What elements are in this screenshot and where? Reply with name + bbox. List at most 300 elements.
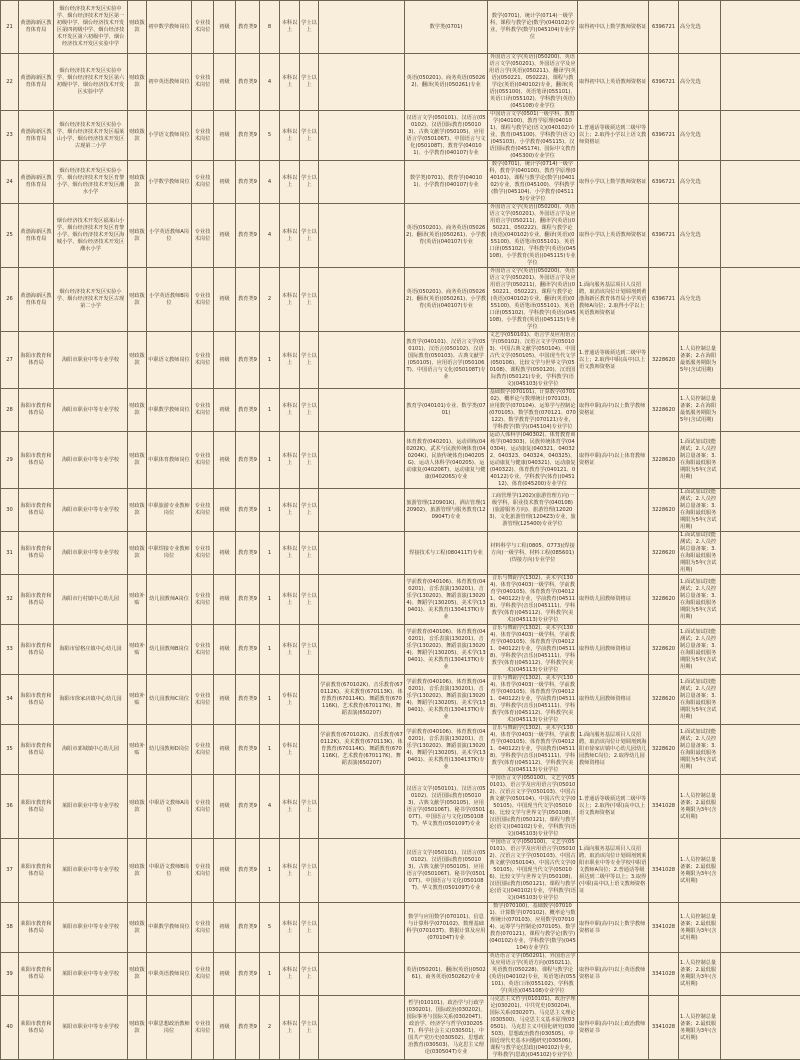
row-number-cell: 34 (1, 675, 19, 725)
department-cell: 海阳市教育和体育局 (19, 532, 54, 575)
funding-type-cell: 财政补贴 (128, 625, 147, 675)
funding-type-cell: 财政拨款 (128, 204, 147, 268)
hire-count-cell: 4 (260, 775, 280, 839)
undergraduate-major-cell: 数学类(0701) (405, 1, 488, 54)
position-category-cell: 专业技术岗位 (192, 775, 214, 839)
position-category-cell: 专业技术岗位 (192, 625, 214, 675)
employer-cell: 海阳市郭城镇中心幼儿园 (54, 725, 128, 775)
position-category-cell: 专业技术岗位 (192, 389, 214, 432)
funding-type-cell: 财政拨款 (128, 532, 147, 575)
table-row (1, 54, 800, 111)
other-requirements-cell: 取得初中以上英语教师资格证 (578, 54, 649, 111)
funding-type-cell: 财政拨款 (128, 775, 147, 839)
hire-count-cell: 5 (260, 903, 280, 953)
position-nature-cell: 教育类9 (236, 332, 260, 389)
position-nature-cell: 教育类9 (236, 161, 260, 204)
junior-college-major-cell (319, 204, 405, 268)
position-level-cell: 初级 (214, 1, 236, 54)
position-name-cell: 中职体育教师岗位 (147, 432, 192, 489)
department-cell: 莱阳市教育和体育局 (19, 996, 54, 1060)
other-requirements-cell: 取得小学以上数学教师资格证 (578, 161, 649, 204)
degree-requirement-cell: 学士以上 (300, 532, 319, 575)
position-name-cell: 小学数学教师岗位 (147, 161, 192, 204)
hire-count-cell: 4 (260, 204, 280, 268)
position-category-cell: 专业技术岗位 (192, 54, 214, 111)
position-category-cell: 专业技术岗位 (192, 332, 214, 389)
department-cell: 莱阳市教育和体育局 (19, 903, 54, 953)
position-level-cell: 初级 (214, 675, 236, 725)
position-category-cell: 专业技术岗位 (192, 204, 214, 268)
table-row (1, 161, 800, 204)
employer-cell: 海阳市留格庄镇中心幼儿园 (54, 625, 128, 675)
hire-count-cell: 1 (260, 532, 280, 575)
position-category-cell: 专业技术岗位 (192, 953, 214, 996)
position-nature-cell: 教育类9 (236, 675, 260, 725)
department-cell: 黄渤海新区教育体育局 (19, 111, 54, 161)
junior-college-major-cell (319, 953, 405, 996)
position-nature-cell: 教育类9 (236, 775, 260, 839)
empty-margin-cell (721, 389, 800, 432)
phone-cell: 3228620 (649, 389, 679, 432)
remarks-cell: 高分先选 (679, 204, 721, 268)
employer-cell: 莱阳市职业中等专业学校 (54, 996, 128, 1060)
education-requirement-cell: 本科以上 (280, 532, 300, 575)
department-cell: 海阳市教育和体育局 (19, 675, 54, 725)
table-row (1, 839, 800, 903)
position-name-cell: 小学英语教师B岗位 (147, 268, 192, 332)
row-number-cell: 31 (1, 532, 19, 575)
empty-margin-cell (721, 204, 800, 268)
education-requirement-cell: 本科以上 (280, 432, 300, 489)
funding-type-cell: 财政补贴 (128, 675, 147, 725)
education-requirement-cell: 本科以上 (280, 489, 300, 532)
remarks-cell: 1.面试加试技能测试；2.人员控制总量备案；3.在海阳最低服务期限为5年(含试用期) (679, 725, 721, 775)
graduate-major-cell: 数学(0701)、统计学(0714)一级学科，课程与教学论(数学)(040102)专业，学科教学(数学)(045104)专业学位 (488, 1, 578, 54)
position-nature-cell: 教育类9 (236, 532, 260, 575)
position-nature-cell: 教育类9 (236, 432, 260, 489)
other-requirements-cell: 1.面向服务基层项目人员招聘，取消该岗位计划调剂到海阳市徐家店镇中心幼儿园幼儿园教师C岗位；2.取得幼儿园教师资格证 (578, 725, 649, 775)
phone-cell: 3341028 (649, 839, 679, 903)
phone-cell: 3228620 (649, 489, 679, 532)
junior-college-major-cell (319, 996, 405, 1060)
row-number-cell: 25 (1, 204, 19, 268)
junior-college-major-cell (319, 432, 405, 489)
other-requirements-cell: 取得中职(高中)以上体育教师资格证 (578, 432, 649, 489)
graduate-major-cell: 文艺学(050101)、语言学及应用语言学(050102)、汉语言文字学(050103)、中国古典文献学(050104)、中国古代文学(050105)、中国现当代文学(050106)、比较文学与世界文学(050108)、课程教学(050120)、汉语国际教育(050121)专业，学科教学(语文)(045103)专业学位 (488, 332, 578, 389)
education-requirement-cell: 本科以上 (280, 389, 300, 432)
other-requirements-cell: 取得幼儿园教师资格证 (578, 625, 649, 675)
position-category-cell: 专业技术岗位 (192, 489, 214, 532)
education-requirement-cell: 本科以上 (280, 839, 300, 903)
hire-count-cell: 1 (260, 332, 280, 389)
remarks-cell: 1.面试加试技能测试；2.人员控制总量备案；3.在海阳最低服务期限为5年(含试用期) (679, 489, 721, 532)
hire-count-cell: 1 (260, 432, 280, 489)
funding-type-cell: 财政拨款 (128, 1, 147, 54)
phone-cell: 6396721 (649, 111, 679, 161)
phone-cell: 6396721 (649, 204, 679, 268)
position-level-cell: 初级 (214, 775, 236, 839)
graduate-major-cell: 音乐与舞蹈学(1302)、美术学(1304)、体育学(0403)一级学科，学前教育学(040105)、体育教育学(040121、040122)专业，学前教育(045118)、学科教学(音乐)(045111)、学科教学(体育)(045112)、学科教学(美术)(045113)专业学位 (488, 575, 578, 625)
position-level-cell: 初级 (214, 161, 236, 204)
degree-requirement-cell: 学士以上 (300, 111, 319, 161)
position-nature-cell: 教育类9 (236, 625, 260, 675)
position-name-cell: 中职思想政治教师岗位 (147, 996, 192, 1060)
education-requirement-cell: 本科以上 (280, 161, 300, 204)
funding-type-cell: 财政拨款 (128, 996, 147, 1060)
employer-cell: 海阳市职业中等专业学校 (54, 532, 128, 575)
position-category-cell: 专业技术岗位 (192, 903, 214, 953)
phone-cell: 3341028 (649, 903, 679, 953)
undergraduate-major-cell: 汉语言文学(050101)、汉语言(050102)、汉语国际教育(050103)、古典文献学(050105)、应用语言学(050106T)、秘书学(050107T)、中国语言与文化(050108T)、华文教育(050109T)专业 (405, 839, 488, 903)
row-number-cell: 37 (1, 839, 19, 903)
education-requirement-cell: 本科以上 (280, 1, 300, 54)
table-row (1, 903, 800, 953)
degree-requirement-cell: 学士以上 (300, 775, 319, 839)
position-nature-cell: 教育类9 (236, 1, 260, 54)
junior-college-major-cell (319, 389, 405, 432)
table-row (1, 204, 800, 268)
funding-type-cell: 财政拨款 (128, 389, 147, 432)
phone-cell: 3228620 (649, 332, 679, 389)
position-name-cell: 中职语文教师B岗位 (147, 839, 192, 903)
education-requirement-cell: 本科以上 (280, 111, 300, 161)
employer-cell: 海阳市职业中等专业学校 (54, 389, 128, 432)
hire-count-cell: 1 (260, 675, 280, 725)
phone-cell: 6396721 (649, 1, 679, 54)
row-number-cell: 24 (1, 161, 19, 204)
graduate-major-cell: 中国语言文学(050100)、文艺学(050101)、语言学及应用语言学(050102)、汉语言文字学(050103)、中国古典文献学(050104)、中国古代文学(050105)、中国现当代文学(050106)、比较文学与世界文学(050108)、汉语国际教育(050121)、课程与教学论(语文)(040102)专业，学科教学(语文)(045103)专业学位 (488, 839, 578, 903)
hire-count-cell: 1 (260, 953, 280, 996)
position-category-cell: 专业技术岗位 (192, 725, 214, 775)
remarks-cell: 高分先选 (679, 111, 721, 161)
empty-margin-cell (721, 725, 800, 775)
position-level-cell: 初级 (214, 268, 236, 332)
table-row (1, 268, 800, 332)
education-requirement-cell: 本科以上 (280, 775, 300, 839)
hire-count-cell: 8 (260, 1, 280, 54)
row-number-cell: 33 (1, 625, 19, 675)
empty-margin-cell (721, 54, 800, 111)
degree-requirement-cell: 学士以上 (300, 625, 319, 675)
phone-cell: 6396721 (649, 54, 679, 111)
row-number-cell: 40 (1, 996, 19, 1060)
graduate-major-cell: 工商管理学(1202)(旅游管理方向)一级学科，职业技术教育学(040108)(旅游服务方向)、旅游管理(120203)、文化旅游管理(1204Z3)专业，旅游管理(125400)专业学位 (488, 489, 578, 532)
undergraduate-major-cell: 汉语言文学(050101)、汉语言(050102)、汉语国际教育(050103)、古典文献学(050105)、应用语言学(050106T)、秘书学(050107T)、中国语言与文化(050108T)、华文教育(050109T)专业 (405, 775, 488, 839)
funding-type-cell: 财政拨款 (128, 432, 147, 489)
hire-count-cell: 4 (260, 54, 280, 111)
phone-cell: 3341028 (649, 996, 679, 1060)
position-name-cell: 中职焊接专业教师岗位 (147, 532, 192, 575)
undergraduate-major-cell: 数学类(0701)、教育学(040101)、小学教育(040107)专业 (405, 161, 488, 204)
remarks-cell: 1.人员控制总量备案；2.最低服务期限为3年(含试用期) (679, 839, 721, 903)
department-cell: 黄渤海新区教育体育局 (19, 161, 54, 204)
position-level-cell: 初级 (214, 903, 236, 953)
junior-college-major-cell: 学前教育(670102K)、音乐教育(670112K)、美术教育(670113K)、体育教育(670114K)、舞蹈教育(670116K)、艺术教育(670117K)、舞蹈表演(650207) (319, 675, 405, 725)
degree-requirement-cell (300, 675, 319, 725)
remarks-cell: 1.人员控制总量备案；2.最低服务期限为3年(含试用期) (679, 903, 721, 953)
phone-cell: 3228620 (649, 575, 679, 625)
other-requirements-cell: 1.面向服务基层项目人员招聘，取消该岗位计划调剂到黄渤海新区教育体育局小学英语教师A岗位；2.取得小学以上英语教师资格证 (578, 268, 649, 332)
employer-cell: 烟台经济技术开发区实验小学、烟台经济技术开发区福莱山小学、烟台经济技术开发区古现第二小学 (54, 111, 128, 161)
education-requirement-cell: 本科以上 (280, 332, 300, 389)
education-requirement-cell: 专科以上 (280, 675, 300, 725)
remarks-cell: 1.面试加试技能测试；2.人员控制总量备案；3.在海阳最低服务期限为5年(含试用期) (679, 625, 721, 675)
funding-type-cell: 财政拨款 (128, 903, 147, 953)
undergraduate-major-cell: 学前教育(040106)、体育教育(040201)、音乐表演(130201)、音乐学(130202)、舞蹈表演(130204)、舞蹈学(130205)、美术学(130401)、美术教育(130413TK)专业 (405, 725, 488, 775)
row-number-cell: 36 (1, 775, 19, 839)
position-level-cell: 初级 (214, 432, 236, 489)
table-row (1, 725, 800, 775)
hire-count-cell: 2 (260, 268, 280, 332)
hire-count-cell: 1 (260, 489, 280, 532)
position-nature-cell: 教育类9 (236, 953, 260, 996)
graduate-major-cell: 数学(070100)、基础数学(070101)、计算数学(070102)、概率论与数理统计(070103)、应用数学(070104)、运筹学与控制论(070105)、数学教育(070121)、课程与教学论(数学)(040102)专业，学科教学(数学)(045104)专业学位 (488, 903, 578, 953)
position-name-cell: 中职数学教师岗位 (147, 389, 192, 432)
other-requirements-cell: 1.面向服务基层项目人员招聘，取消该岗位计划调剂到莱阳市职业中等专业学校中职语文教师A岗位；2.普通话等级须达到二级甲等以上；3.取得(中职)高中以上语文教师资格证 (578, 839, 649, 903)
degree-requirement-cell: 学士以上 (300, 1, 319, 54)
other-requirements-cell: 取得中职(高中)以上英语教师资格证书 (578, 953, 649, 996)
department-cell: 海阳市教育和体育局 (19, 725, 54, 775)
position-category-cell: 专业技术岗位 (192, 432, 214, 489)
graduate-major-cell: 数学(0701)、统计学(0714)一级学科，教育学(040100)、教育学原理(040101)、课程与教学论(数学)(040102)专业，教育(045100)、学科教学(数学)(045104)、小学教育(045115)专业学位 (488, 161, 578, 204)
position-name-cell: 初中英语教师岗位 (147, 54, 192, 111)
position-nature-cell: 教育类9 (236, 268, 260, 332)
graduate-major-cell: 中国语言文学(0501)一级学科，教育学(040100)、教育学原理(040101)、课程与教学论(语文)(040102)专业，教育(045100)、学科教学(语文)(045103)、小学教育(045115)、汉语国际教育(045174)、国际中文教育(045300)专业学位 (488, 111, 578, 161)
degree-requirement-cell: 学士以上 (300, 903, 319, 953)
position-level-cell: 初级 (214, 54, 236, 111)
empty-margin-cell (721, 839, 800, 903)
degree-requirement-cell (300, 725, 319, 775)
table-row (1, 389, 800, 432)
position-nature-cell: 教育类9 (236, 111, 260, 161)
position-level-cell: 初级 (214, 996, 236, 1060)
table-row (1, 332, 800, 389)
table-row (1, 489, 800, 532)
position-name-cell: 中职旅游专业教师岗位 (147, 489, 192, 532)
phone-cell: 3341028 (649, 775, 679, 839)
position-nature-cell: 教育类9 (236, 575, 260, 625)
degree-requirement-cell: 学士以上 (300, 432, 319, 489)
table-row (1, 675, 800, 725)
hire-count-cell: 4 (260, 161, 280, 204)
other-requirements-cell: 取得小学以上英语教师资格证 (578, 204, 649, 268)
graduate-major-cell: 材料科学与工程(0805、0773)(焊接方向)一级学科，材料工程(085601)(焊接方向)专业学位 (488, 532, 578, 575)
employer-cell: 烟台经济技术开发区实验小学、烟台经济技术开发区育黎小学、烟台经济技术开发区潮水小学 (54, 161, 128, 204)
phone-cell: 3228620 (649, 432, 679, 489)
table-row (1, 953, 800, 996)
degree-requirement-cell: 学士以上 (300, 489, 319, 532)
employer-cell: 烟台经济技术开发区福莱山小学、烟台经济技术开发区育黎小学、烟台经济技术开发区海城小学、烟台经济技术开发区潮水小学 (54, 204, 128, 268)
junior-college-major-cell (319, 332, 405, 389)
hire-count-cell: 1 (260, 389, 280, 432)
degree-requirement-cell: 学士以上 (300, 54, 319, 111)
employer-cell: 海阳市行村镇中心幼儿园 (54, 575, 128, 625)
position-category-cell: 专业技术岗位 (192, 111, 214, 161)
employer-cell: 海阳市徐家店镇中心幼儿园 (54, 675, 128, 725)
table-row (1, 775, 800, 839)
position-category-cell: 专业技术岗位 (192, 996, 214, 1060)
junior-college-major-cell (319, 903, 405, 953)
position-name-cell: 中职英语教师岗位 (147, 953, 192, 996)
graduate-major-cell: 马克思主义哲学(010101)、政治学理论(030201)、中共党史(030204)、国际关系(030207)、马克思主义理论(030500)、马克思主义基本原理(030501)、马克思主义中国化研究(030503)、思想政治教育(030505)、中国近现代史基本问题研究(030506)、课程与教学论(思政)(040102)专业，学科教学(思政)(045102)专业学位 (488, 996, 578, 1060)
table-row (1, 432, 800, 489)
employer-cell: 烟台经济技术开发区实验中学、烟台经济技术开发区第六初级中学、烟台经济技术开发区实验中学 (54, 54, 128, 111)
position-nature-cell: 教育类9 (236, 996, 260, 1060)
remarks-cell: 1.面试加试技能测试；2.人员控制总量备案；3.在海阳最低服务期限为5年(含试用期) (679, 532, 721, 575)
empty-margin-cell (721, 332, 800, 389)
position-name-cell: 中职语文教师岗位 (147, 332, 192, 389)
funding-type-cell: 财政拨款 (128, 111, 147, 161)
empty-margin-cell (721, 111, 800, 161)
funding-type-cell: 财政拨款 (128, 489, 147, 532)
undergraduate-major-cell: 学前教育(040106)、体育教育(040201)、音乐表演(130201)、音乐学(130202)、舞蹈表演(130204)、舞蹈学(130205)、美术学(130401)、美术教育(130413TK)专业 (405, 575, 488, 625)
undergraduate-major-cell: 旅游管理(120901K)、酒店管理(120902)、旅游管理与服务教育(120904T)专业 (405, 489, 488, 532)
employer-cell: 烟台经济技术开发区实验中学、烟台经济技术开发区第一初级中学、烟台经济技术开发区第四初级中学、烟台经济技术开发区第六初级中学、烟台经济技术开发区实验中学 (54, 1, 128, 54)
row-number-cell: 29 (1, 432, 19, 489)
remarks-cell: 高分先选 (679, 268, 721, 332)
employer-cell: 海阳市职业中等专业学校 (54, 432, 128, 489)
table-row (1, 996, 800, 1060)
undergraduate-major-cell: 英语(050201)、商务英语(050262)、翻译(英语)(050261)专业 (405, 54, 488, 111)
education-requirement-cell: 本科以上 (280, 575, 300, 625)
degree-requirement-cell: 学士以上 (300, 953, 319, 996)
employer-cell: 烟台经济技术开发区实验小学、烟台经济技术开发区古现第二小学 (54, 268, 128, 332)
position-level-cell: 初级 (214, 111, 236, 161)
undergraduate-major-cell: 教育学(040101)、汉语言文学(050101)、汉语言(050102)、汉语国际教育(050103)、古典文献学(050105)、应用语言学(050106T)、中国语言与文化(050108T)专业 (405, 332, 488, 389)
row-number-cell: 21 (1, 1, 19, 54)
remarks-cell: 高分先选 (679, 1, 721, 54)
position-name-cell: 幼儿园教师B岗位 (147, 625, 192, 675)
undergraduate-major-cell: 英语(050201)、商务英语(050262)、翻译(英语)(050261)、小学教育(英语)(040107)专业 (405, 268, 488, 332)
position-level-cell: 初级 (214, 332, 236, 389)
position-nature-cell: 教育类9 (236, 903, 260, 953)
graduate-major-cell: 音乐与舞蹈学(1302)、美术学(1304)、体育学(0403)一级学科，学前教育学(040105)、体育教育学(040121、040122)专业，学前教育(045118)、学科教学(音乐)(045111)、学科教学(体育)(045112)、学科教学(美术)(045113)专业学位 (488, 725, 578, 775)
other-requirements-cell: 取得幼儿园教师资格证 (578, 675, 649, 725)
remarks-cell: 1.面试加试技能测试；2.人员控制总量备案；3.在海阳最低服务期限为5年(含试用期) (679, 575, 721, 625)
phone-cell: 6396721 (649, 161, 679, 204)
department-cell: 莱阳市教育和体育局 (19, 775, 54, 839)
table-row (1, 575, 800, 625)
undergraduate-major-cell: 哲学(010101)、政治学与行政学(030201)、国际政治(030202)、国际事务与国际关系(030204T)、政治学、经济学与哲学(030205T)、科学社会主义(030501)、中国共产党历史(030502)、思想政治教育(030503)、马克思主义理论(030504T)专业 (405, 996, 488, 1060)
junior-college-major-cell (319, 1, 405, 54)
employer-cell: 莱阳市职业中等专业学校 (54, 839, 128, 903)
empty-margin-cell (721, 625, 800, 675)
phone-cell: 3341028 (649, 953, 679, 996)
department-cell: 黄渤海新区教育体育局 (19, 1, 54, 54)
empty-margin-cell (721, 1, 800, 54)
graduate-major-cell: 中国语言文学(050100)、文艺学(050101)、语言学及应用语言学(050102)、汉语言文字学(050103)、中国古典文献学(050104)、中国古代文学(050105)、中国现当代文学(050106)、比较文学与世界文学(050108)、汉语国际教育(050121)、课程与教学论(语文)(040102)专业，学科教学(语文)(045103)专业学位 (488, 775, 578, 839)
undergraduate-major-cell: 汉语言文学(050101)、汉语言(050102)、汉语国际教育(050103)、古典文献学(050105)、应用语言学(050106T)、中国语言与文化(050108T)、教育学(040101)、小学教育(040107)专业 (405, 111, 488, 161)
undergraduate-major-cell: 学前教育(040106)、体育教育(040201)、音乐表演(130201)、音乐学(130202)、舞蹈表演(130204)、舞蹈学(130205)、美术学(130401)、美术教育(130413TK)专业 (405, 675, 488, 725)
remarks-cell: 1.人员控制总量备案；2.最低服务期限为3年(含试用期) (679, 996, 721, 1060)
department-cell: 海阳市教育和体育局 (19, 575, 54, 625)
junior-college-major-cell (319, 268, 405, 332)
education-requirement-cell: 本科以上 (280, 204, 300, 268)
education-requirement-cell: 本科以上 (280, 903, 300, 953)
undergraduate-major-cell: 英语(050201)、翻译(英语)(050261)、商务英语(050262)专业 (405, 953, 488, 996)
phone-cell: 6396721 (649, 268, 679, 332)
empty-margin-cell (721, 432, 800, 489)
education-requirement-cell: 本科以上 (280, 54, 300, 111)
other-requirements-cell (578, 489, 649, 532)
employer-cell: 莱阳市职业中等专业学校 (54, 953, 128, 996)
graduate-major-cell: 音乐与舞蹈学(1302)、美术学(1304)、体育学(0403)一级学科，学前教育学(040105)、体育教育学(040121、040122)专业，学前教育(045118)、学科教学(音乐)(045111)、学科教学(体育)(045112)、学科教学(美术)(045113)专业学位 (488, 625, 578, 675)
graduate-major-cell: 音乐与舞蹈学(1302)、美术学(1304)、体育学(0403)一级学科，学前教育学(040105)、体育教育学(040121、040122)专业，学前教育(045118)、学科教学(音乐)(045111)、学科教学(体育)(045112)、学科教学(美术)(045113)专业学位 (488, 675, 578, 725)
remarks-cell: 1.人员控制总量备案；2.最低服务期限为3年(含试用期) (679, 775, 721, 839)
department-cell: 黄渤海新区教育体育局 (19, 204, 54, 268)
graduate-major-cell: 英语语言文学(050201)、外国语言学及应用语言学(英语方向)(050211)、英语教育(050228)、课程与教学论(英语)(040102)专业，英语笔译(055101)、英语口译(055102)、学科教学(英语)(045108)专业学位 (488, 953, 578, 996)
remarks-cell: 高分先选 (679, 54, 721, 111)
phone-cell: 3228620 (649, 532, 679, 575)
row-number-cell: 38 (1, 903, 19, 953)
row-number-cell: 35 (1, 725, 19, 775)
position-name-cell: 中职数学教师岗位 (147, 903, 192, 953)
position-category-cell: 专业技术岗位 (192, 1, 214, 54)
empty-margin-cell (721, 575, 800, 625)
other-requirements-cell: 1.普通话等级须达到二级甲等以上；2.取得小学以上语文教师资格证 (578, 111, 649, 161)
position-category-cell: 专业技术岗位 (192, 575, 214, 625)
other-requirements-cell: 1.普通话等级须达到二级甲等以上；2.取得中职(高中)以上语文教师资格证 (578, 332, 649, 389)
position-name-cell: 幼儿园教师C岗位 (147, 675, 192, 725)
employer-cell: 海阳市职业中等专业学校 (54, 489, 128, 532)
hire-count-cell: 1 (260, 725, 280, 775)
department-cell: 海阳市教育和体育局 (19, 625, 54, 675)
position-category-cell: 专业技术岗位 (192, 532, 214, 575)
position-name-cell: 小学英语教师A岗位 (147, 204, 192, 268)
row-number-cell: 26 (1, 268, 19, 332)
other-requirements-cell: 取得初中以上数学教师资格证 (578, 1, 649, 54)
empty-margin-cell (721, 161, 800, 204)
department-cell: 海阳市教育和体育局 (19, 332, 54, 389)
empty-margin-cell (721, 903, 800, 953)
position-nature-cell: 教育类9 (236, 389, 260, 432)
position-level-cell: 初级 (214, 489, 236, 532)
education-requirement-cell: 本科以上 (280, 953, 300, 996)
education-requirement-cell: 本科以上 (280, 996, 300, 1060)
table-row (1, 111, 800, 161)
degree-requirement-cell: 学士以上 (300, 996, 319, 1060)
department-cell: 莱阳市教育和体育局 (19, 839, 54, 903)
empty-margin-cell (721, 489, 800, 532)
position-nature-cell: 教育类9 (236, 204, 260, 268)
undergraduate-major-cell: 英语(050201)、商务英语(050262)、翻译(英语)(050261)、小学教育(英语)(040107)专业 (405, 204, 488, 268)
position-category-cell: 专业技术岗位 (192, 268, 214, 332)
position-level-cell: 初级 (214, 575, 236, 625)
empty-margin-cell (721, 953, 800, 996)
position-level-cell: 初级 (214, 839, 236, 903)
position-nature-cell: 教育类9 (236, 489, 260, 532)
empty-margin-cell (721, 675, 800, 725)
funding-type-cell: 财政拨款 (128, 161, 147, 204)
position-level-cell: 初级 (214, 389, 236, 432)
department-cell: 莱阳市教育和体育局 (19, 953, 54, 996)
position-name-cell: 幼儿园教师D岗位 (147, 725, 192, 775)
junior-college-major-cell (319, 839, 405, 903)
row-number-cell: 22 (1, 54, 19, 111)
employer-cell: 莱阳市职业中等专业学校 (54, 903, 128, 953)
graduate-major-cell: 外国语言文学(英语)(050200)、英语语言文学(050201)、外国语言学及应用语言学(050211)、翻译学(英语)(050221、050222)、课程与教学论(英语)(040102)专业，翻译(英语)(055100)、英语笔译(055101)、英语口译(055102)、学科教学(英语)(045108)、小学教育(英语)(045115)专业学位 (488, 204, 578, 268)
table-row (1, 1, 800, 54)
hire-count-cell: 2 (260, 996, 280, 1060)
degree-requirement-cell: 学士以上 (300, 389, 319, 432)
other-requirements-cell: 取得幼儿园教师资格证 (578, 575, 649, 625)
position-level-cell: 初级 (214, 532, 236, 575)
hire-count-cell: 1 (260, 625, 280, 675)
row-number-cell: 27 (1, 332, 19, 389)
education-requirement-cell: 本科以上 (280, 625, 300, 675)
phone-cell: 3228620 (649, 725, 679, 775)
junior-college-major-cell (319, 161, 405, 204)
